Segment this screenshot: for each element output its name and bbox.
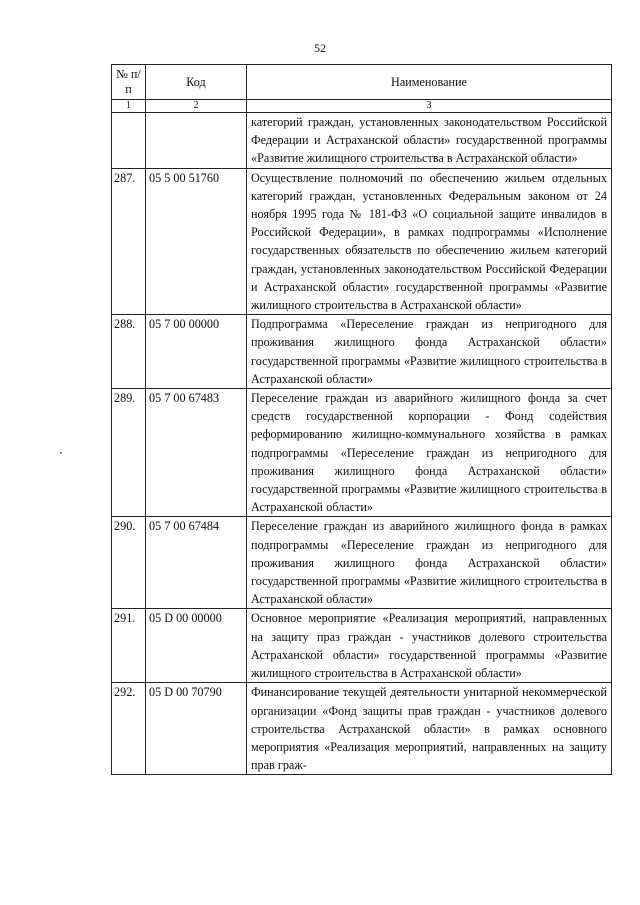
table-row [112, 113, 612, 169]
row-code: 05 5 00 51760 [146, 168, 247, 315]
row-number: 291. [112, 609, 146, 683]
row-name: Финансирование текущей деятельности унитарной некоммерческой организации «Фонд защиты прав граждан - участников долевого строительства Астраханской области» в рамках основного мероприятия «Реализация мероприятий, направленных на защиту прав граж- [247, 683, 612, 775]
row-code: 05 7 00 67483 [146, 389, 247, 517]
row-name: категорий граждан, установленных законодательством Российской Федерации и Астраханской области» государственной программы «Развитие жилищного строительства в Астраханской области» [247, 113, 612, 169]
column-index-row [112, 100, 612, 113]
scan-speck [60, 452, 62, 454]
row-name: Основное мероприятие «Реализация мероприятий, направленных на защиту праз граждан - участников долевого строительства Астраханской области» государственной программы «Развитие жилищного строительства в Астраханской области» [247, 609, 612, 683]
header-num: № п/п [112, 65, 146, 100]
row-name: Переселение граждан из аварийного жилищного фонда за счет средств государственной корпорации - Фонд содействия реформированию жилищно-коммунального хозяйства в рамках подпрограммы «Переселение граждан из непригодного для проживания жилищного фонда Астраханской области» государственной программы «Развитие жилищного строительства в Астраханской области» [247, 389, 612, 517]
table-row [112, 315, 612, 389]
table-header-row [112, 65, 612, 100]
row-code [146, 113, 247, 169]
row-name: Осуществление полномочий по обеспечению жильем отдельных категорий граждан, установленных Федеральным законом от 24 ноября 1995 года № 181-ФЗ «О социальной защите инвалидов в Российской Федерации», в рамках подпрограммы «Исполнение государственных обязательств по обеспечению жильем категорий граждан, установленных законодательством Российской Федерации и Астраханской области» государственной программы «Развитие жилищного строительства в Астраханской области» [247, 168, 612, 315]
row-number: 292. [112, 683, 146, 775]
header-name: Наименование [247, 65, 612, 100]
row-number: 287. [112, 168, 146, 315]
column-index-3: 3 [247, 100, 612, 113]
row-name: Подпрограмма «Переселение граждан из непригодного для проживания жилищного фонда Астраханской области» государственной программы «Развитие жилищного строительства в Астраханской области» [247, 315, 612, 389]
table-row [112, 389, 612, 517]
row-name: Переселение граждан из аварийного жилищного фонда в рамках подпрограммы «Переселение граждан из непригодного для проживания жилищного фонда Астраханской области» государственной программы «Развитие жилищного строительства в Астраханской области» [247, 517, 612, 609]
column-index-1: 1 [112, 100, 146, 113]
row-code: 05 D 00 00000 [146, 609, 247, 683]
row-number: 289. [112, 389, 146, 517]
row-number: 290. [112, 517, 146, 609]
table-row [112, 168, 612, 315]
column-index-2: 2 [146, 100, 247, 113]
table-row [112, 609, 612, 683]
table-row [112, 517, 612, 609]
budget-code-table [111, 64, 612, 775]
row-number: 288. [112, 315, 146, 389]
row-number [112, 113, 146, 169]
row-code: 05 D 00 70790 [146, 683, 247, 775]
header-code: Код [146, 65, 247, 100]
row-code: 05 7 00 67484 [146, 517, 247, 609]
table-row [112, 683, 612, 775]
page-number: 52 [314, 41, 326, 55]
row-code: 05 7 00 00000 [146, 315, 247, 389]
